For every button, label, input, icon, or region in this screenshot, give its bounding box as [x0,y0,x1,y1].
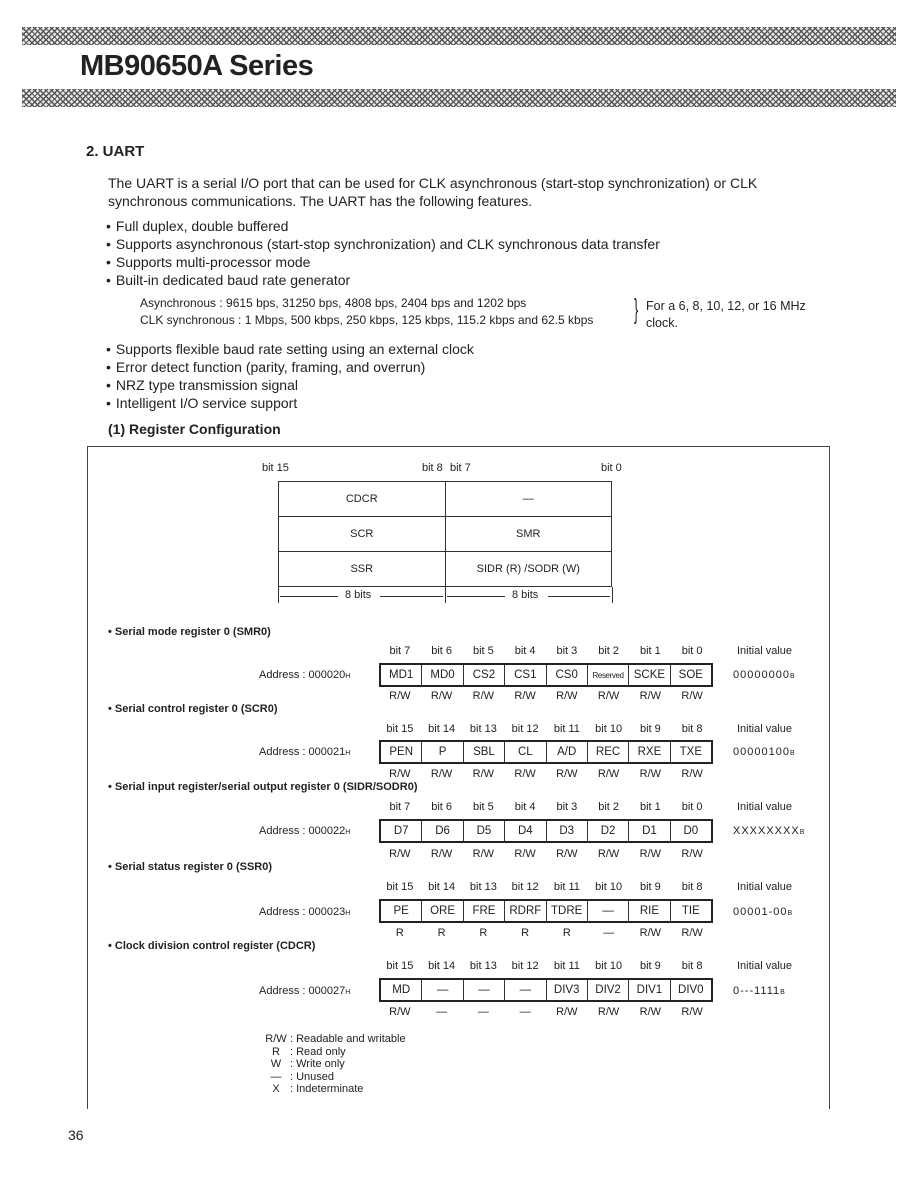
feature-item: • Intelligent I/O service support [106,394,474,412]
access-label: R/W [389,1006,411,1018]
bit-label: bit 13 [469,723,497,735]
access-label: R/W [681,927,703,939]
legend-row [262,1046,406,1059]
legend-row [262,1083,406,1096]
dim-line [380,596,443,597]
bit-label: bit 8 [681,723,703,735]
legend-key: R [272,1045,280,1058]
bit-field: SCKE [629,665,670,685]
bit-label: bit 4 [514,801,536,813]
bit-field: RIE [629,901,670,921]
bit-row [379,723,713,735]
access-label: R/W [389,768,411,780]
address-suffix: H [345,673,351,680]
access-label: R/W [597,1006,620,1018]
baud-note: For a 6, 8, 10, 12, or 16 MHz clock. [646,299,806,330]
register-title: • Serial status register 0 (SSR0) [108,861,273,873]
access-label: R/W [514,848,536,860]
bit-field: SOE [678,669,703,681]
dim-line [447,596,505,597]
bit-label: bit 7 [389,801,411,813]
initial-value-label: Initial value [737,801,793,813]
access-label: R/W [681,1006,703,1018]
bit-field: CS1 [505,665,546,685]
access-row [379,848,713,860]
bit-label: bit 9 [639,881,661,893]
initial-value-label: Initial value [737,881,793,893]
map-bit15: bit 15 [262,462,289,474]
bit-field: D7 [381,821,422,841]
map-row [279,517,612,552]
access-label: R/W [681,768,703,780]
access-label: R/W [430,690,453,702]
register-fields [379,663,713,687]
map-bit8: bit 8 [422,462,443,474]
register-map-table [278,481,612,587]
initial-value [733,825,805,837]
initial-value [733,746,796,758]
address-text: Address : 000022 [259,825,346,837]
bit-field: RDRF [505,901,546,921]
bit-field: REC [588,742,629,762]
initial-value-label: Initial value [737,723,793,735]
feature-item: • NRZ type transmission signal [106,376,474,394]
map-bit0: bit 0 [601,462,622,474]
bit-label: bit 15 [386,881,414,893]
access-label: R/W [597,848,620,860]
bit-label: bit 11 [553,960,580,972]
initial-value [733,669,796,681]
access-label: R/W [514,690,536,702]
bit-label: bit 2 [598,645,620,657]
dim-label: 8 bits [345,589,372,601]
register-address [259,985,350,997]
feature-item: • Built-in dedicated baud rate generator [106,271,660,289]
bit-label: bit 13 [469,960,497,972]
bit-field: DIV2 [588,980,629,1000]
access-label: R/W [472,690,495,702]
feature-item: • Supports asynchronous (start-stop synchronization) and CLK synchronous data transfer [106,235,660,253]
bit-field: A/D [547,742,588,762]
feature-item: • Supports flexible baud rate setting using an external clock [106,340,474,358]
bit-label: bit 8 [681,960,703,972]
address-text: Address : 000023 [259,906,346,918]
bit-field: Reserved [588,665,629,685]
bit-field: — [588,901,629,921]
dim-tick [612,587,613,603]
feature-item: • Error detect function (parity, framing, and overrun) [106,358,474,376]
register-title: • Serial control register 0 (SCR0) [108,703,278,715]
register-fields [379,740,713,764]
address-suffix: H [345,989,351,996]
legend-key: R/W [265,1033,287,1045]
bit-field: CS2 [464,665,505,685]
feature-list-b [106,340,474,412]
legend-row [262,1071,406,1084]
initial-value-suffix: B [789,750,796,757]
bit-field: RXE [629,742,670,762]
legend-desc: : Readable and writable [290,1033,406,1045]
bit-label: bit 0 [681,801,703,813]
dim-tick [278,587,279,603]
initial-value-suffix: B [780,989,786,996]
address-text: Address : 000020 [259,669,346,681]
register-fields [379,819,713,843]
bit-label: bit 13 [469,881,497,893]
bit-field: D6 [422,821,463,841]
initial-value-label: Initial value [737,960,793,972]
bit-label: bit 9 [639,960,661,972]
access-label: R/W [639,1006,662,1018]
map-row [279,482,612,517]
dim-line [548,596,610,597]
initial-value-label: Initial value [737,645,793,657]
dim-line [280,596,338,597]
bit-label: bit 14 [428,960,456,972]
bit-field: P [422,742,463,762]
bit-label: bit 8 [681,881,703,893]
access-label: — [603,927,615,939]
access-label: R [521,927,530,939]
access-label: — [477,1006,489,1018]
access-row [379,1006,713,1018]
bit-field: SBL [464,742,505,762]
legend-desc: : Indeterminate [290,1083,364,1096]
access-label: R/W [597,768,620,780]
bit-label: bit 10 [595,881,623,893]
feature-list-a [106,217,660,289]
bit-row [379,801,713,813]
dim-tick [445,587,446,603]
map-bit7: bit 7 [450,462,471,474]
bit-label: bit 11 [553,723,580,735]
bit-field: PEN [381,742,422,762]
bit-field: — [422,980,463,1000]
bit-field: MD1 [381,665,422,685]
bit-label: bit 6 [431,645,453,657]
initial-value-text: XXXXXXXX [733,825,800,837]
access-label: R/W [472,848,495,860]
bit-label: bit 7 [389,645,411,657]
section-title: 2. UART [86,143,145,160]
access-row [379,927,713,939]
bit-label: bit 1 [639,645,661,657]
access-row [379,768,713,780]
bit-label: bit 9 [639,723,661,735]
legend-row [262,1058,406,1071]
map-row [279,552,612,587]
register-title: • Serial mode register 0 (SMR0) [108,626,271,638]
bit-label: bit 0 [681,645,703,657]
bit-field: D4 [505,821,546,841]
access-label: R [562,927,571,939]
access-label: R/W [514,768,536,780]
bit-field: D0 [683,825,699,837]
access-label: R/W [639,690,662,702]
page-number: 36 [68,1127,84,1143]
map-cell: SIDR (R) /SODR (W) [445,552,612,587]
legend-desc: : Read only [290,1045,346,1058]
bit-field: CS0 [547,665,588,685]
address-text: Address : 000021 [259,746,346,758]
access-label: R/W [472,768,495,780]
bit-label: bit 10 [595,960,623,972]
access-label: R/W [681,848,703,860]
initial-value-text: 0---1111 [733,985,781,997]
bit-label: bit 14 [428,723,456,735]
access-label: R/W [556,1006,578,1018]
header-hatch-top [22,27,896,45]
initial-value-suffix: B [789,673,796,680]
bit-label: bit 5 [472,645,494,657]
bit-field: CL [505,742,546,762]
access-label: R [437,927,446,939]
address-suffix: H [345,910,351,917]
bit-field: DIV1 [629,980,670,1000]
bit-label: bit 10 [595,723,623,735]
map-cell: — [445,482,612,517]
bit-row [379,645,713,657]
legend-key: X [272,1083,280,1096]
bit-label: bit 2 [598,801,620,813]
bit-label: bit 11 [553,881,580,893]
access-label: — [519,1006,531,1018]
bit-label: bit 4 [514,645,536,657]
header-hatch-bottom [22,89,896,107]
brace-glyph: } [634,293,639,324]
address-text: Address : 000027 [259,985,346,997]
bit-field: TXE [679,746,702,758]
access-label: — [436,1006,448,1018]
register-fields [379,899,713,923]
bit-field: TDRE [547,901,588,921]
feature-item: • Supports multi-processor mode [106,253,660,271]
register-title: • Clock division control register (CDCR) [108,940,316,952]
map-cell: SMR [445,517,612,552]
bit-field: TIE [681,905,700,917]
initial-value [733,985,786,997]
legend-row [262,1033,406,1046]
map-cell: SSR [279,552,446,587]
legend-desc: : Write only [290,1058,345,1071]
initial-value [733,906,793,918]
bit-label: bit 12 [511,723,539,735]
initial-value-suffix: B [787,910,794,917]
address-suffix: H [345,750,351,757]
access-label: R/W [556,768,578,780]
access-label: R/W [639,848,662,860]
dim-label: 8 bits [512,589,539,601]
bit-label: bit 3 [556,645,578,657]
map-cell: CDCR [279,482,446,517]
access-label: R/W [430,768,453,780]
access-legend [262,1033,406,1096]
access-label: R [479,927,488,939]
access-label: R/W [556,690,578,702]
initial-value-text: 00000000 [733,669,790,681]
bit-row [379,881,713,893]
bit-field: D5 [464,821,505,841]
bit-field: D2 [588,821,629,841]
bit-field: MD0 [422,665,463,685]
register-address [259,669,350,681]
access-label: R/W [639,927,662,939]
initial-value-suffix: B [799,829,806,836]
bit-field: PE [381,901,422,921]
legend-desc: : Unused [290,1070,335,1083]
page-title: MB90650A Series [80,50,314,82]
baud-async: Asynchronous : 9615 bps, 31250 bps, 4808 bps, 2404 bps and 1202 bps [140,296,527,310]
bit-row [379,960,713,972]
access-label: R/W [639,768,662,780]
bit-label: bit 3 [556,801,578,813]
baud-sync: CLK synchronous : 1 Mbps, 500 kbps, 250 kbps, 125 kbps, 115.2 kbps and 62.5 kbps [140,313,594,327]
legend-key: W [270,1058,282,1071]
bit-field: D3 [547,821,588,841]
bit-field: FRE [464,901,505,921]
feature-item: • Full duplex, double buffered [106,217,660,235]
access-label: R/W [597,690,620,702]
bit-field: — [505,980,546,1000]
register-address [259,825,350,837]
bit-label: bit 6 [431,801,453,813]
access-label: R/W [430,848,453,860]
register-address [259,906,350,918]
register-fields [379,978,713,1002]
bit-label: bit 12 [511,881,539,893]
subsection-title: (1) Register Configuration [108,421,281,437]
access-label: R/W [389,690,411,702]
bit-label: bit 1 [639,801,661,813]
access-row [379,690,713,702]
bit-label: bit 14 [428,881,456,893]
register-title: • Serial input register/serial output register 0 (SIDR/SODR0) [108,781,418,793]
bit-field: DIV3 [547,980,588,1000]
bit-field: DIV0 [678,984,704,996]
map-cell: SCR [279,517,446,552]
access-label: R/W [556,848,578,860]
bit-label: bit 15 [386,723,414,735]
bit-label: bit 15 [386,960,414,972]
bit-field: D1 [629,821,670,841]
address-suffix: H [345,829,351,836]
register-address [259,746,350,758]
bit-field: MD [381,980,422,1000]
section-intro: The UART is a serial I/O port that can be used for CLK asynchronous (start-stop synchronization) or CLK synchronous communications. The UART has the following features. [108,175,758,209]
access-label: R [395,927,404,939]
legend-key: — [270,1070,282,1083]
bit-field: ORE [422,901,463,921]
bit-field: — [464,980,505,1000]
access-label: R/W [389,848,411,860]
bit-label: bit 12 [511,960,539,972]
bit-label: bit 5 [472,801,494,813]
initial-value-text: 00000100 [733,746,790,758]
access-label: R/W [681,690,703,702]
initial-value-text: 00001-00 [733,906,788,918]
